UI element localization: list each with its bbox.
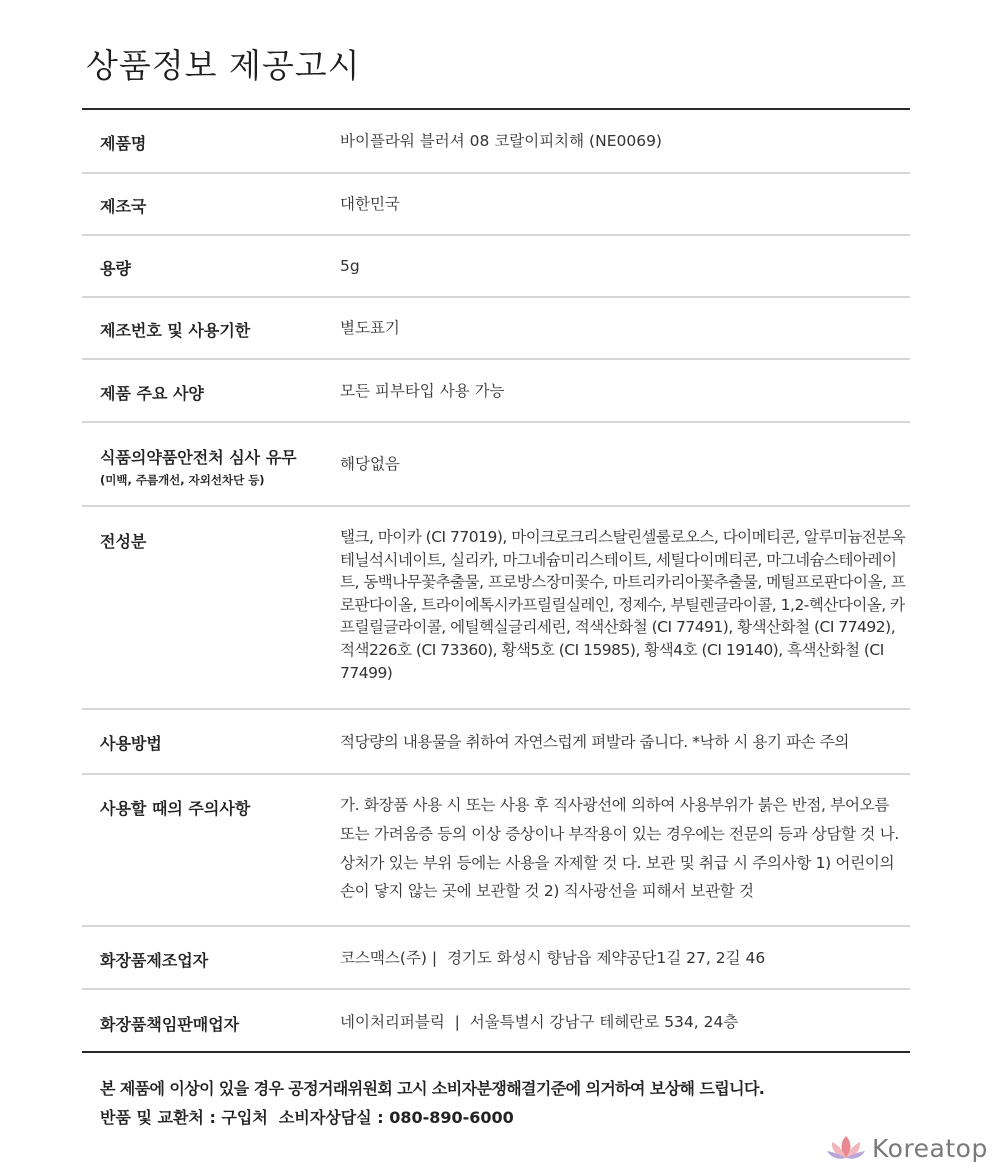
row-value: 네이처리퍼블릭 | 서울특별시 강남구 테헤란로 534, 24층 [340, 1013, 739, 1031]
row-sublabel: (미백, 주름개선, 자외선차단 등) [100, 473, 265, 487]
row-label: 용량 [100, 259, 131, 278]
row-label: 사용방법 [100, 734, 162, 753]
row-label-main: 식품의약품안전처 심사 유무 [100, 448, 297, 467]
row-label [100, 445, 297, 488]
row-value: 적당량의 내용물을 취하여 자연스럽게 펴발라 줍니다. *낙하 시 용기 파손 주의 [340, 733, 849, 751]
lotus-icon [826, 1133, 866, 1163]
row-value: 바이플라워 블러셔 08 코랄이피치해 (NE0069) [340, 132, 662, 150]
row-value: 모든 피부타입 사용 가능 [340, 382, 505, 400]
row-label: 사용할 때의 주의사항 [100, 799, 251, 818]
info-row-specs [82, 360, 910, 423]
row-label: 화장품제조업자 [100, 951, 209, 970]
row-value: 코스맥스(주) | 경기도 화성시 향남읍 제약공단1길 27, 2길 46 [340, 949, 766, 967]
row-label: 제조번호 및 사용기한 [100, 321, 251, 340]
return-contact: 반품 및 교환처 : 구입처 소비자상담실 : 080-890-6000 [100, 1108, 514, 1127]
info-row-precautions [82, 775, 910, 927]
row-value: 별도표기 [340, 319, 400, 337]
bottom-divider [82, 1051, 910, 1053]
koreatop-logo [826, 1130, 988, 1166]
compensation-notice: 본 제품에 이상이 있을 경우 공정거래위원회 고시 소비자분쟁해결기준에 의거하여 보상해 드립니다. [100, 1079, 765, 1098]
row-value: 탤크, 마이카 (CI 77019), 마이크로크리스탈린셀룰로오스, 다이메티콘, 알루미늄전분옥테닐석시네이트, 실리카, 마그네슘미리스테이트, 세틸다이메티콘, 마그네슘스테아레이트, 동백나무꽃추출물, 프로방스장미꽃수, 마트리카리아꽃추출물, 메틸프로판다이올, 프로판다이올, 트라이에톡시카프릴릴실레인, 정제수, 부틸렌글라이콜, 1,2-헥산다이올, 카프릴릴글라이콜, 에틸헥실글리세린, 적색산화철 (CI 77491), 황색산화철 (CI 77492), 적색226호 (CI 73360), 황색5호 (CI 15985), 황색4호 (CI 19140), 흑색산화철 (CI 77499) [340, 528, 906, 682]
row-value: 대한민국 [340, 195, 400, 213]
info-row-distributor [82, 990, 910, 1051]
info-row-lot-expiry [82, 298, 910, 360]
info-row-mfds-review [82, 423, 910, 507]
info-row-ingredients [82, 507, 910, 710]
info-row-country [82, 174, 910, 236]
page-title: 상품정보 제공고시 [86, 46, 361, 85]
info-row-capacity [82, 236, 910, 298]
row-label: 제품 주요 사양 [100, 384, 204, 403]
info-row-usage [82, 710, 910, 775]
row-label: 전성분 [100, 532, 147, 551]
logo-text: Koreatop [872, 1133, 988, 1163]
row-value: 5g [340, 257, 360, 275]
row-value: 가. 화장품 사용 시 또는 사용 후 직사광선에 의하여 사용부위가 붉은 반점, 부어오름 또는 가려움증 등의 이상 증상이나 부작용이 있는 경우에는 전문의 등과 상담할 것 나. 상처가 있는 부위 등에는 사용을 자제할 것 다. 보관 및 취급 시 주의사항 1) 어린이의 손이 닿지 않는 곳에 보관할 것 2) 직사광선을 피해서 보관할 것 [340, 796, 900, 901]
info-row-product-name [82, 110, 910, 174]
row-label: 화장품책임판매업자 [100, 1015, 240, 1034]
info-row-manufacturer [82, 927, 910, 990]
row-label: 제품명 [100, 134, 147, 153]
row-value: 해당없음 [340, 455, 400, 473]
row-label: 제조국 [100, 197, 147, 216]
